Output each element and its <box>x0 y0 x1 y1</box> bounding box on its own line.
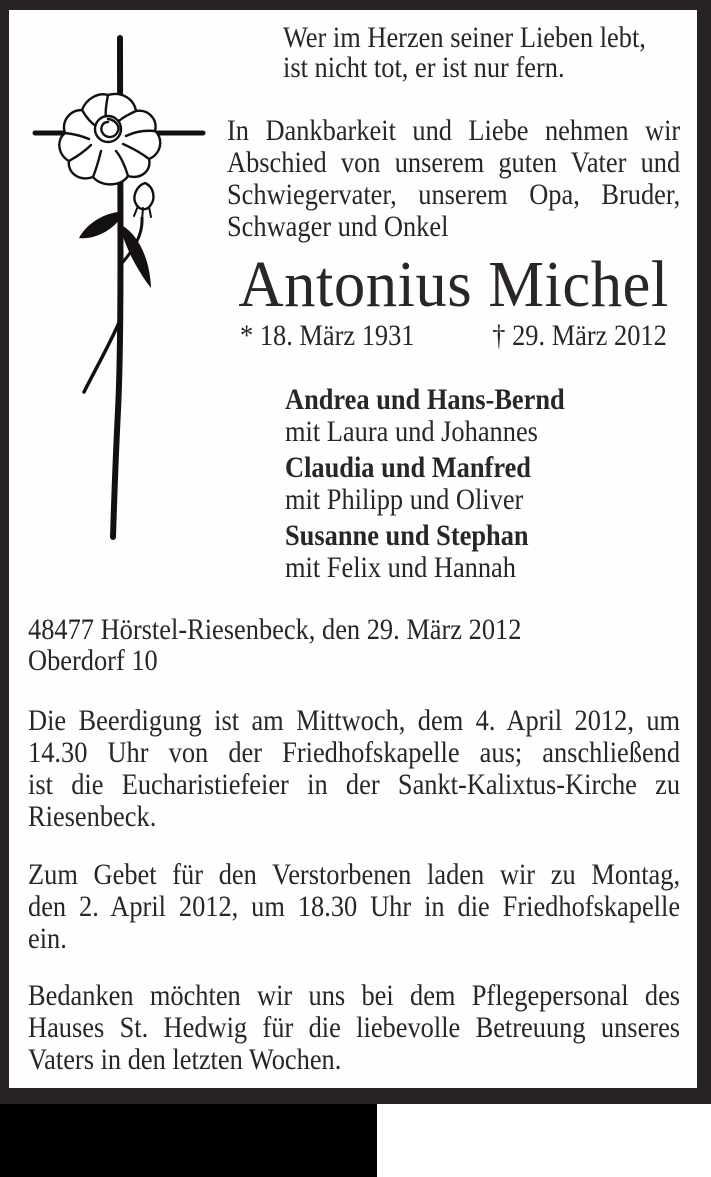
mourner-names: Claudia und Manfred <box>285 451 531 484</box>
cross-rose-icon <box>25 30 210 545</box>
place-date: 48477 Hörstel-Riesenbeck, den 29. März 2012 <box>28 613 522 646</box>
mourner-children: mit Laura und Johannes <box>285 415 538 448</box>
paragraph-line: Die Beerdigung ist am Mittwoch, dem 4. April 2012, um <box>28 704 681 737</box>
mourner-entry <box>285 452 655 516</box>
mourners-list <box>285 384 655 588</box>
place-date-block <box>28 614 556 676</box>
redaction-block <box>0 1104 377 1177</box>
thanks-paragraph <box>28 980 680 1076</box>
prayer-paragraph <box>28 859 680 955</box>
paragraph-line: den 2. April 2012, um 18.30 Uhr in die Friedhofskapelle <box>28 890 681 923</box>
paragraph-line: Vaters in den letzten Wochen. <box>28 1043 342 1076</box>
intro-line: Schwager und Onkel <box>227 210 449 243</box>
mourner-entry <box>285 384 655 448</box>
mourner-names: Susanne und Stephan <box>285 519 529 552</box>
mourner-children: mit Felix und Hannah <box>285 551 516 584</box>
paragraph-line: Zum Gebet für den Verstorbenen laden wir zu Montag, <box>28 858 681 891</box>
paragraph-line: Hauses St. Hedwig für die liebevolle Betreuung unseres <box>28 1011 681 1044</box>
mourner-names: Andrea und Hans-Bernd <box>285 383 565 416</box>
paragraph-line: ist die Eucharistiefeier in der Sankt-Kalixtus-Kirche zu <box>28 768 681 801</box>
intro-line: Abschied von unserem guten Vater und <box>227 146 681 179</box>
intro-line: Schwiegervater, unserem Opa, Bruder, <box>227 178 681 211</box>
mourner-entry <box>285 520 655 584</box>
paragraph-line: Bedanken möchten wir uns bei dem Pflegepersonal des <box>28 979 681 1012</box>
intro-paragraph <box>227 115 680 243</box>
birth-date: * 18. März 1931 <box>240 319 415 352</box>
paragraph-line: 14.30 Uhr von der Friedhofskapelle aus; anschließend <box>28 736 681 769</box>
quote-block <box>283 23 679 83</box>
paragraph-line: ein. <box>28 922 67 955</box>
intro-line: In Dankbarkeit und Liebe nehmen wir <box>227 114 681 147</box>
paragraph-line: Riesenbeck. <box>28 800 157 833</box>
quote-line: ist nicht tot, er ist nur fern. <box>283 51 565 84</box>
street-address: Oberdorf 10 <box>28 644 158 677</box>
deceased-name: Antonius Michel <box>238 248 669 321</box>
mourner-children: mit Philipp und Oliver <box>285 483 524 516</box>
funeral-paragraph <box>28 705 680 833</box>
life-dates <box>240 320 667 352</box>
quote-line: Wer im Herzen seiner Lieben lebt, <box>283 21 646 54</box>
death-date: † 29. März 2012 <box>492 319 667 352</box>
